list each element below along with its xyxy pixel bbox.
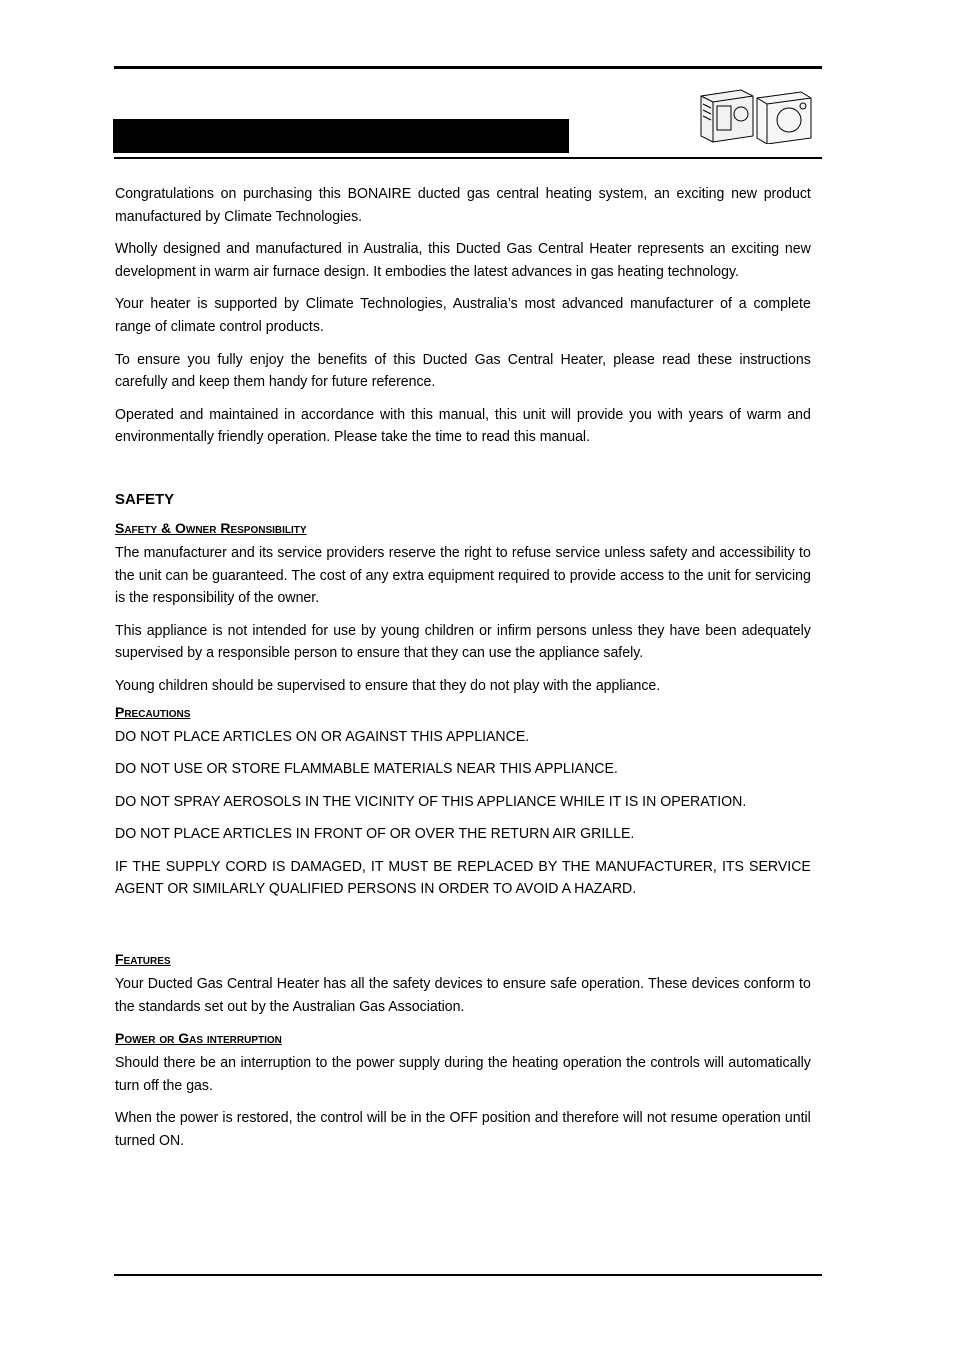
footer-rule: [114, 1274, 822, 1276]
power-paragraph: When the power is restored, the control will be in the OFF position and therefore will not resume operation until turned ON.: [115, 1109, 811, 1150]
page-body: [115, 183, 811, 1163]
precaution-item: DO NOT PLACE ARTICLES IN FRONT OF OR OVER THE RETURN AIR GRILLE.: [115, 825, 635, 843]
intro-paragraph: Wholly designed and manufactured in Australia, this Ducted Gas Central Heater represents an exciting new development in warm air furnace design. It embodies the latest advances in gas heating technology.: [115, 240, 811, 280]
owner-paragraph: This appliance is not intended for use by young children or infirm persons unless they have been adequately supervised by a responsible person to ensure that they can use the appliance safely.: [115, 621, 811, 662]
intro-paragraph: To ensure you fully enjoy the benefits of this Ducted Gas Central Heater, please read these instructions carefully and keep them handy for future reference.: [115, 350, 811, 391]
power-paragraph: Should there be an interruption to the power supply during the heating operation the controls will automatically turn off the gas.: [115, 1054, 811, 1094]
features-heading: Features: [115, 951, 171, 968]
features-paragraph: Your Ducted Gas Central Heater has all the safety devices to ensure safe operation. These devices conform to the standards set out by the Australian Gas Association.: [115, 975, 811, 1015]
precaution-item: IF THE SUPPLY CORD IS DAMAGED, IT MUST BE REPLACED BY THE MANUFACTURER, ITS SERVICE AGENT OR SIMILARLY QUALIFIED PERSONS IN ORDER TO AVOID A HAZARD.: [115, 857, 811, 898]
precaution-item: DO NOT PLACE ARTICLES ON OR AGAINST THIS APPLIANCE.: [115, 727, 530, 745]
header-bottom-rule: [114, 157, 822, 159]
safety-heading: SAFETY: [115, 490, 175, 508]
owner-paragraph: The manufacturer and its service providers reserve the right to refuse service unless safety and accessibility to the unit can be guaranteed. The cost of any extra equipment required to provide access to the unit for servicing is the responsibility of the owner.: [115, 543, 811, 607]
intro-paragraph: Operated and maintained in accordance with this manual, this unit will provide you with years of warm and environmentally friendly operation. Please take the time to read this manual.: [115, 405, 811, 446]
owner-responsibility-heading: Safety & Owner Responsibility: [115, 519, 307, 536]
intro-paragraph: Congratulations on purchasing this BONAIRE ducted gas central heating system, an exciting new product manufactured by Climate Technologies.: [115, 185, 811, 225]
title-bar: [113, 119, 569, 153]
owner-paragraph: Young children should be supervised to ensure that they do not play with the appliance.: [115, 676, 661, 694]
section-spacer: [115, 911, 811, 945]
power-interruption-heading: Power or Gas interruption: [115, 1030, 282, 1047]
heater-units-icon: [697, 84, 813, 144]
precaution-item: DO NOT SPRAY AEROSOLS IN THE VICINITY OF THIS APPLIANCE WHILE IT IS IN OPERATION.: [115, 792, 747, 810]
intro-paragraph: Your heater is supported by Climate Technologies, Australia’s most advanced manufacturer of a complete range of climate control products.: [115, 295, 811, 335]
precautions-heading: Precautions: [115, 703, 191, 720]
header-top-rule: [114, 66, 822, 69]
precaution-item: DO NOT USE OR STORE FLAMMABLE MATERIALS NEAR THIS APPLIANCE.: [115, 760, 618, 778]
